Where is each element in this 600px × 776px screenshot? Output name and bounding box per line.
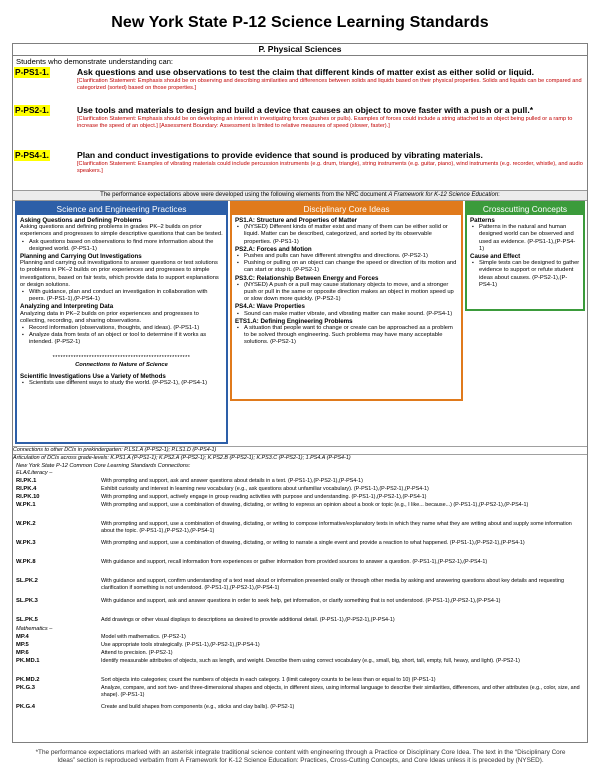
practice-bullet: ▪ Analyze data from tests of an object or tool to determine if it works as intended. (P-PS2-1) — [20, 332, 223, 346]
ccss-text: With prompting and support, use a combination of drawing, dictating, or writing to compose informative/explanatory texts in which they name what they are writing about and supply some information about the topic. (P-PS1-1),(P-PS2-1),(P-PS4-1) — [101, 521, 572, 534]
ccss-code: MP.5 — [16, 642, 29, 648]
ccss-text: Exhibit curiosity and interest in learning new vocabulary (e.g., ask questions about unfamiliar vocabulary). (P-PS1-1),(P-PS2-1),(P-PS4-1) — [101, 486, 429, 492]
ccss-text: Sort objects into categories; count the numbers of objects in each category. 1 (limit category counts to be less than or equal to 10) (P-PS1-1) — [101, 677, 436, 683]
dci-heading: PS4.A: Wave Properties — [235, 303, 305, 311]
connections-prek: Connections to other DCIs in prekindergarten: P.LS1.A (P-PS2-1); P.LS1.D (P-PS4-1) — [13, 446, 587, 454]
pe-code: P-PS2-1. — [15, 105, 49, 115]
ccss-code: W.PK.3 — [16, 540, 36, 546]
practice-heading: Analyzing and Interpreting Data — [20, 303, 114, 311]
articulation-note: Articulation of DCIs across grade-levels: K.PS1.A (P-PS1-1); K.PS2.A (P-PS2-1); K.PS2.B (P-PS2-1); K.PS3.C (P-PS2-1); 1.PS4.A (P-PS4-1) — [13, 454, 587, 462]
ccss-text: With guidance and support, ask and answer questions in order to seek help, get information, or clarify something that is not understood. (P-PS1-1),(P-PS2-1),(P-PS4-1) — [101, 598, 501, 604]
pe-statement: Use tools and materials to design and build a device that causes an object to move faster with a push or a pull.* — [77, 105, 534, 115]
ccss-code: W.PK.2 — [16, 521, 36, 527]
crosscutting-column — [465, 201, 585, 311]
ccss-code: W.PK.8 — [16, 559, 36, 565]
practice-text: Analyzing data in PK–2 builds on prior experiences and progresses to collecting, recording, and sharing observations. — [20, 310, 199, 324]
pe-code: P-PS4-1. — [15, 150, 49, 160]
ccss-title: New York State P-12 Common Core Learning Standards Connections: — [16, 463, 191, 469]
divider-stars: ***************************************************** — [52, 354, 191, 361]
pe-clarification: [Clarification Statement: Emphasis should be on developing an interest in investigating forces (pushes or pulls). Examples of forces could include a string attached to an object being pulled or a ramp to increase the speed of an object.] [Assessment Boundary: Assessment is limited to relative measures of speed (slower, faster).] — [77, 116, 573, 130]
practices-heading: Science and Engineering Practices — [17, 203, 226, 215]
ccss-code: RI.PK.10 — [16, 494, 40, 500]
cc-bullet: ▪ Patterns in the natural and human designed world can be observed and used as evidence. (P-PS1-1),(P-PS4-1) — [470, 224, 580, 253]
practice-bullet: ▪ With guidance, plan and conduct an investigation in collaboration with peers. (P-PS1-1),(P-PS4-1) — [20, 289, 223, 303]
cc-heading: Cause and Effect — [470, 253, 521, 261]
practice-text: Asking questions and defining problems in grades PK–2 builds on prior experiences and progresses to simple descriptive questions that can be tested. — [20, 224, 223, 238]
dci-bullet: ▪ A situation that people want to change or create can be approached as a problem to be solved through engineering. Such problems may have many acceptable solutions. (P-PS2-1) — [235, 325, 458, 347]
dci-bullet: ▪ Pushing or pulling on an object can change the speed or direction of its motion and can start or stop it. (P-PS2-1) — [235, 260, 458, 274]
core-ideas-heading: Disciplinary Core Ideas — [232, 203, 461, 215]
pe-clarification: [Clarification Statement: Examples of vibrating materials could include percussion instruments (e.g. drum, triangle), string instruments (e.g. guitar, piano), wind instruments (e.g. recorder, whistle), and audio speakers.] — [77, 161, 583, 175]
dci-bullet: ▪ (NYSED) A push or a pull may cause stationary objects to move, and a stronger push or pull in the same or opposite direction makes an object in motion speed up or slow down more quickly. (P-PS2-1) — [235, 282, 458, 304]
practice-bullet: ▪ Record information (observations, thoughts, and ideas). (P-PS1-1) — [20, 325, 223, 332]
practices-body — [17, 215, 226, 389]
practice-heading: Planning and Carrying Out Investigations — [20, 253, 142, 261]
pe-statement: Plan and conduct investigations to provide evidence that sound is produced by vibrating materials. — [77, 150, 483, 160]
standards-frame — [12, 43, 588, 743]
ccss-text: Model with mathematics. (P-PS2-1) — [101, 634, 186, 640]
ccss-code: RI.PK.1 — [16, 478, 37, 484]
ccss-code: W.PK.1 — [16, 502, 36, 508]
pe-statement: Ask questions and use observations to test the claim that different kinds of matter exist as either solid or liquid. — [77, 67, 534, 77]
dci-bullet: ▪ Pushes and pulls can have different strengths and directions. (P-PS2-1) — [235, 253, 458, 260]
ccss-code: PK.G.4 — [16, 704, 36, 710]
ccss-text: With prompting and support, use a combination of drawing, dictating, or writing to narrate a single event and provide a reaction to what happened. (P-PS1-1),(P-PS2-1),(P-PS4-1) — [101, 540, 525, 546]
crosscutting-body — [467, 215, 583, 291]
nrc-note: The performance expectations above were developed using the following elements from the NRC document A Framework for K-12 Science Education: — [13, 190, 587, 201]
ccss-text: With guidance and support, confirm understanding of a text read aloud or information presented orally or through other media by asking and answering questions about key details and requesting clarification if something is not understood. (P-PS1-1),(P-PS2-1),(P-PS4-1) — [101, 578, 564, 591]
dci-heading: PS2.A: Forces and Motion — [235, 245, 312, 253]
ccss-code: PK.MD.2 — [16, 677, 40, 683]
ccss-text: Attend to precision. (P-PS2-1) — [101, 650, 173, 656]
practice-text: Planning and carrying out investigations to answer questions or test solutions to problems in PK–2 builds on prior experiences and progresses to simple investigations, based on fair tests, which provide data to support explanations or design solutions. — [20, 260, 219, 288]
ccss-code: SL.PK.5 — [16, 617, 38, 623]
ccss-text: With prompting and support, actively engage in group reading activities with purpose and understanding. (P-PS1-1),(P-PS2-1),(P-PS4-1) — [101, 494, 427, 500]
ccss-text: With guidance and support, recall information from experiences or gather information from provided sources to answer a question. (P-PS1-1),(P-PS2-1),(P-PS4-1) — [101, 559, 488, 565]
ela-label: ELA/Literacy – — [16, 470, 53, 476]
ccss-code: PK.MD.1 — [16, 658, 40, 664]
practices-column — [15, 201, 228, 444]
ccss-code: MP.6 — [16, 650, 29, 656]
cc-heading: Patterns — [470, 217, 495, 224]
ccss-text: Use appropriate tools strategically. (P-PS1-1),(P-PS2-1),(P-PS4-1) — [101, 642, 260, 648]
dci-bullet: ▪ (NYSED) Different kinds of matter exist and many of them can be either solid or liquid. Matter can be described, categorized, and sorted by its observable properties. (P-PS1-1) — [235, 224, 458, 246]
ccss-text: With prompting and support, ask and answer questions about details in a text. (P-PS1-1),(P-PS2-1),(P-PS4-1) — [101, 478, 363, 484]
ccss-code: SL.PK.3 — [16, 598, 38, 604]
practice-heading: Asking Questions and Defining Problems — [20, 217, 142, 224]
page-title: New York State P-12 Science Learning Standards — [111, 14, 489, 31]
ccss-code: SL.PK.2 — [16, 578, 38, 584]
nature-of-science-bullet: ▪ Scientists use different ways to study the world. (P-PS2-1), (P-PS4-1) — [20, 380, 223, 387]
dci-heading: ETS1.A: Defining Engineering Problems — [235, 317, 353, 325]
ccss-text: Add drawings or other visual displays to descriptions as desired to provide additional detail. (P-PS1-1),(P-PS2-1),(P-PS4-1) — [101, 617, 395, 623]
dci-heading: PS1.A: Structure and Properties of Matter — [235, 217, 358, 224]
ccss-code: PK.G.3 — [16, 685, 36, 691]
nature-of-science-subheading: Scientific Investigations Use a Variety of Methods — [20, 373, 166, 381]
dci-heading: PS3.C: Relationship Between Energy and Forces — [235, 274, 379, 282]
pe-clarification: [Clarification Statement: Emphasis should be on observing and describing similarities and differences between solids and liquids based on their physical properties. Solids and liquids can be compared and categorized (sorted) based on those properties.] — [77, 78, 582, 92]
core-ideas-column — [230, 201, 463, 401]
footnote: *The performance expectations marked with an asterisk integrate traditional science content with engineering through a Practice or Disciplinary Core Idea. The text in the “Disciplinary Core Ideas” section is reproduced verbatim from A Framework for K-12 Science Education: Practices, Cross-Cutting Concepts, and Core Ideas unless it is preceded by (NYSED). — [35, 749, 566, 764]
ccss-code: RI.PK.4 — [16, 486, 37, 492]
ccss-text: Identify measurable attributes of objects, such as length, and weight. Describe them using correct vocabulary (e.g., small, big, short, tall, empty, full, heavy, and light). (P-PS2-1) — [101, 658, 520, 664]
dci-bullet: ▪ Sound can make matter vibrate, and vibrating matter can make sound. (P-PS4-1) — [235, 311, 458, 318]
core-ideas-body — [232, 215, 461, 349]
section-heading: P. Physical Sciences — [13, 44, 587, 56]
cc-bullet: ▪ Simple tests can be designed to gather evidence to support or refute student ideas about causes. (P-PS2-1),(P-PS4-1) — [470, 260, 580, 289]
ccss-text: With prompting and support, use a combination of drawing, dictating, or writing to express an opinion about a book or topic (e.g., I like... because...) (P-PS1-1),(P-PS2-1),(P-PS4-1) — [101, 502, 529, 508]
intro-text: Students who demonstrate understanding can: — [16, 57, 174, 66]
ccss-text: Create and build shapes from components (e.g., sticks and clay balls). (P-PS2-1) — [101, 704, 295, 710]
ccss-text: Analyze, compare, and sort two- and three-dimensional shapes and objects, in different sizes, using informal language to describe their similarities, differences, and other attributes (e.g., color, size, and shape). (P-PS1-1) — [101, 685, 580, 698]
practice-bullet: ▪ Ask questions based on observations to find more information about the designed world. (P-PS1-1) — [20, 239, 223, 253]
crosscutting-heading: Crosscutting Concepts — [467, 203, 583, 215]
pe-code: P-PS1-1. — [15, 67, 49, 77]
math-label: Mathematics – — [16, 626, 53, 632]
ccss-code: MP.4 — [16, 634, 29, 640]
nature-of-science-heading: Connections to Nature of Science — [75, 361, 168, 368]
